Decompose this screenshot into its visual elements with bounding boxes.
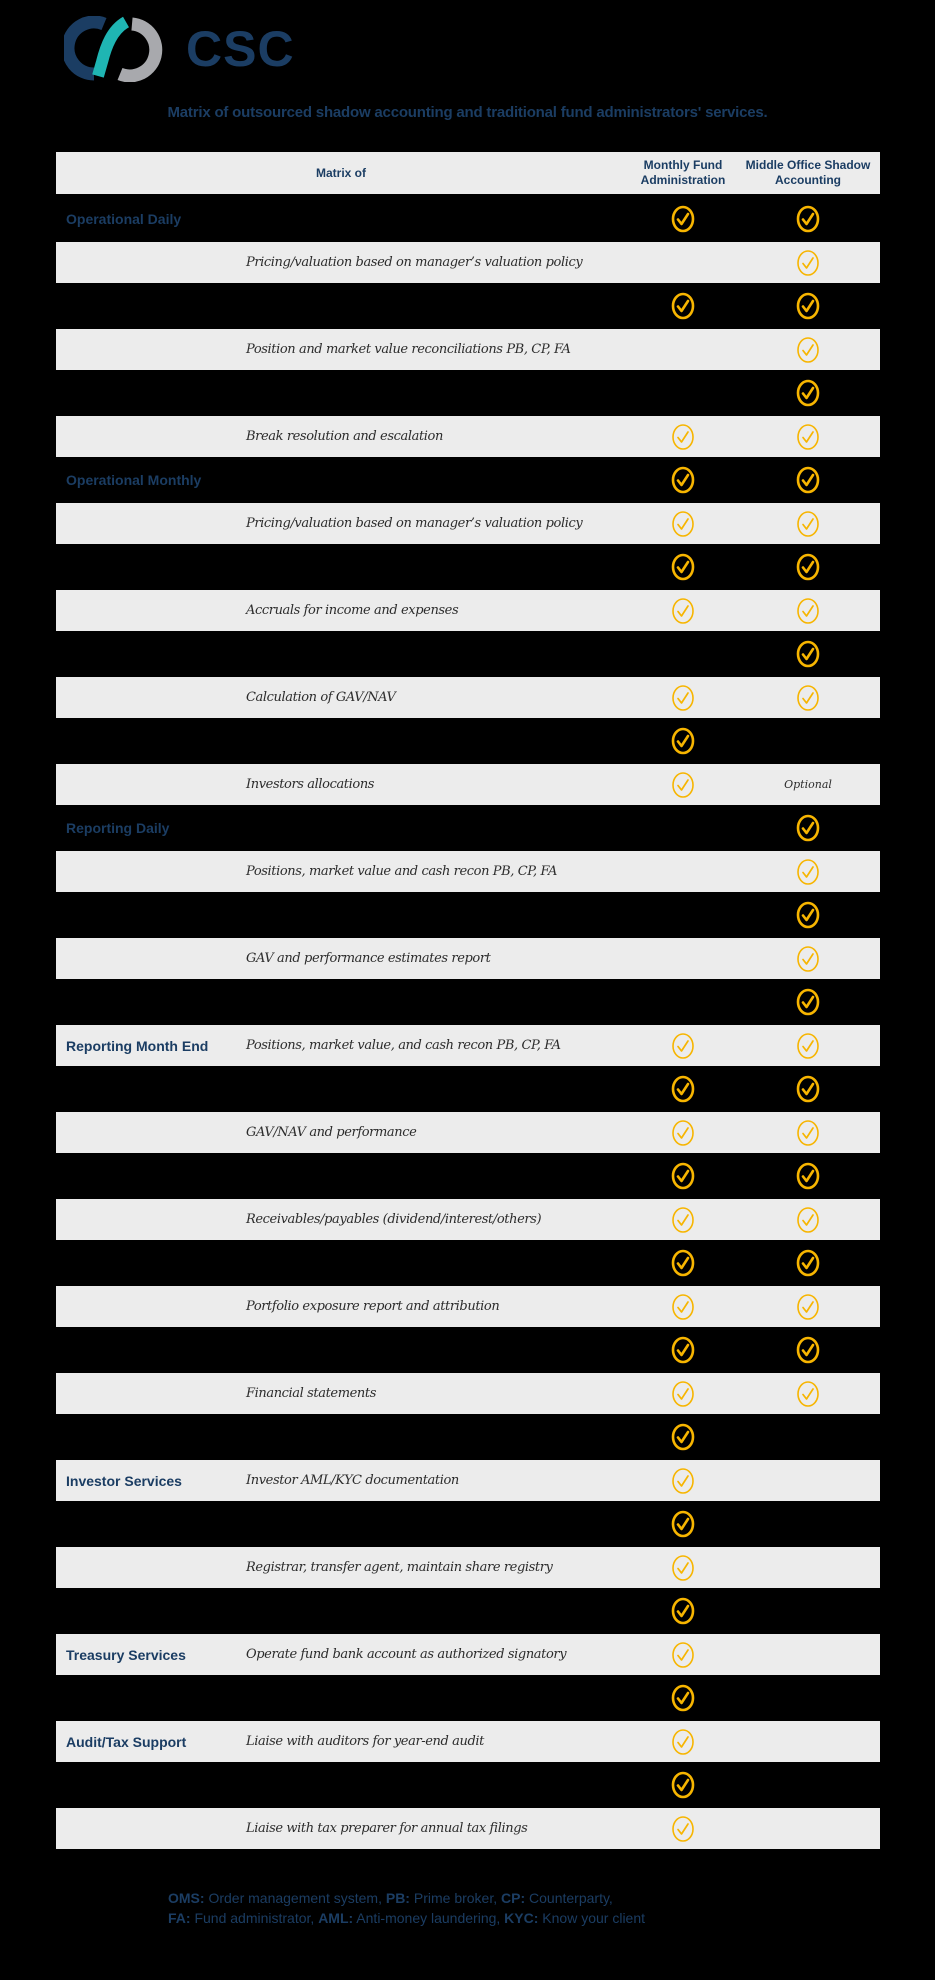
checkmark-circle-icon [663, 1327, 703, 1373]
table-row [56, 1066, 880, 1112]
checkmark-circle-icon [663, 1547, 703, 1588]
table-row [56, 590, 880, 631]
checkmark-circle-icon [788, 1112, 828, 1153]
checkmark-circle-icon [663, 1588, 703, 1634]
optional-label: Optional [784, 778, 832, 791]
header-matrix-of: Matrix of [315, 166, 366, 180]
row-service-label: GAV and performance estimates report [246, 951, 491, 966]
table-row [56, 242, 880, 283]
table-row [56, 457, 880, 503]
abbreviation-term: CP: [501, 1890, 526, 1906]
csc-logo [64, 16, 294, 82]
abbreviation-term: PB: [385, 1890, 410, 1906]
checkmark-circle-icon [663, 1153, 703, 1199]
checkmark-circle-icon [663, 1112, 703, 1153]
table-row [56, 1588, 880, 1634]
checkmark-circle-icon [663, 677, 703, 718]
table-row [56, 1112, 880, 1153]
checkmark-circle-icon [788, 283, 828, 329]
checkmark-circle-icon [788, 503, 828, 544]
checkmark-circle-icon [788, 851, 828, 892]
table-row [56, 938, 880, 979]
checkmark-circle-icon [788, 1199, 828, 1240]
header-middle-office-shadow-accounting: Middle Office Shadow Accounting [745, 158, 871, 187]
table-row [56, 1460, 880, 1501]
csc-logo-mark-icon [64, 16, 174, 82]
row-service-label: Pricing/valuation based on manager’s valuation policy [246, 516, 583, 531]
table-row [56, 677, 880, 718]
abbreviation-definition: Order management system, [204, 1890, 386, 1906]
table-row [56, 1025, 880, 1066]
checkmark-circle-icon [788, 677, 828, 718]
checkmark-circle-icon [663, 764, 703, 805]
table-row [56, 1721, 880, 1762]
abbreviation-term: AML: [318, 1910, 354, 1926]
checkmark-circle-icon [663, 1808, 703, 1849]
checkmark-circle-icon [663, 1762, 703, 1808]
checkmark-circle-icon [788, 544, 828, 590]
checkmark-circle-icon [788, 892, 828, 938]
checkmark-circle-icon [788, 1286, 828, 1327]
table-row [56, 1153, 880, 1199]
checkmark-circle-icon [788, 631, 828, 677]
checkmark-circle-icon [663, 1066, 703, 1112]
abbreviation-definition: Prime broker, [409, 1890, 502, 1906]
table-row [56, 1240, 880, 1286]
checkmark-circle-icon [788, 1025, 828, 1066]
row-service-label: Investors allocations [246, 777, 375, 792]
checkmark-circle-icon [663, 416, 703, 457]
checkmark-circle-icon [788, 416, 828, 457]
table-row [56, 764, 880, 805]
row-category-label: Reporting Month End [66, 1037, 209, 1054]
checkmark-circle-icon [788, 1373, 828, 1414]
row-category-label: Treasury Services [66, 1646, 186, 1663]
table-row [56, 631, 880, 677]
table-row [56, 979, 880, 1025]
table-row [56, 1762, 880, 1808]
row-service-label: Liaise with tax preparer for annual tax filings [246, 1821, 528, 1836]
table-row [56, 196, 880, 242]
checkmark-circle-icon [663, 1373, 703, 1414]
row-category-label: Audit/Tax Support [66, 1733, 187, 1750]
table-row [56, 544, 880, 590]
checkmark-circle-icon [788, 329, 828, 370]
page-title: Matrix of outsourced shadow accounting and traditional fund administrators' services. [167, 104, 768, 121]
row-service-label: Positions, market value and cash recon PB, CP, FA [246, 864, 557, 879]
checkmark-circle-icon [788, 1240, 828, 1286]
abbreviations-footnote [168, 1888, 645, 1928]
abbreviation-definition: Anti-money laundering, [353, 1910, 505, 1926]
row-service-label: GAV/NAV and performance [246, 1125, 417, 1140]
footnote-line [168, 1908, 645, 1928]
row-service-label: Operate fund bank account as authorized signatory [246, 1647, 567, 1662]
header-monthly-fund-administration: Monthly Fund Administration [640, 158, 726, 187]
abbreviation-term: OMS: [168, 1890, 205, 1906]
checkmark-circle-icon [663, 1721, 703, 1762]
row-service-label: Accruals for income and expenses [246, 603, 459, 618]
footnote-line [168, 1888, 645, 1908]
table-row [56, 718, 880, 764]
row-service-label: Investor AML/KYC documentation [246, 1473, 459, 1488]
row-service-label: Registrar, transfer agent, maintain share registry [246, 1560, 553, 1575]
checkmark-circle-icon [663, 1460, 703, 1501]
table-row [56, 1286, 880, 1327]
table-row [56, 851, 880, 892]
checkmark-circle-icon [788, 242, 828, 283]
row-service-label: Position and market value reconciliations PB, CP, FA [246, 342, 571, 357]
table-row [56, 1414, 880, 1460]
checkmark-circle-icon [663, 590, 703, 631]
checkmark-circle-icon [788, 805, 828, 851]
checkmark-circle-icon [663, 457, 703, 503]
row-service-label: Portfolio exposure report and attribution [246, 1299, 500, 1314]
row-service-label: Financial statements [246, 1386, 377, 1401]
checkmark-circle-icon [663, 1634, 703, 1675]
table-row [56, 1547, 880, 1588]
checkmark-circle-icon [788, 370, 828, 416]
checkmark-circle-icon [788, 196, 828, 242]
checkmark-circle-icon [788, 1066, 828, 1112]
checkmark-circle-icon [788, 979, 828, 1025]
row-category-label: Investor Services [66, 1472, 182, 1489]
table-row [56, 283, 880, 329]
row-service-label: Calculation of GAV/NAV [246, 690, 396, 705]
checkmark-circle-icon [788, 938, 828, 979]
abbreviation-term: FA: [168, 1910, 191, 1926]
table-header-row [56, 152, 880, 194]
checkmark-circle-icon [663, 1675, 703, 1721]
row-service-label: Liaise with auditors for year-end audit [246, 1734, 485, 1749]
checkmark-circle-icon [663, 503, 703, 544]
table-row [56, 805, 880, 851]
table-row [56, 329, 880, 370]
checkmark-circle-icon [663, 718, 703, 764]
checkmark-circle-icon [663, 1414, 703, 1460]
table-row [56, 370, 880, 416]
table-row [56, 1675, 880, 1721]
row-category-label: Operational Monthly [66, 472, 202, 488]
table-row [56, 1808, 880, 1849]
checkmark-circle-icon [663, 1025, 703, 1066]
checkmark-circle-icon [663, 1240, 703, 1286]
logo-wordmark: CSC [186, 21, 295, 77]
checkmark-circle-icon [788, 1327, 828, 1373]
table-row [56, 1501, 880, 1547]
checkmark-circle-icon [663, 1501, 703, 1547]
abbreviation-definition: Fund administrator, [190, 1910, 319, 1926]
checkmark-circle-icon [663, 1199, 703, 1240]
row-category-label: Operational Daily [66, 211, 182, 227]
checkmark-circle-icon [663, 1286, 703, 1327]
table-row [56, 416, 880, 457]
row-category-label: Reporting Daily [66, 820, 170, 836]
checkmark-circle-icon [788, 1153, 828, 1199]
checkmark-circle-icon [788, 590, 828, 631]
abbreviation-definition: Know your client [538, 1910, 646, 1926]
table-row [56, 1327, 880, 1373]
checkmark-circle-icon [663, 283, 703, 329]
checkmark-circle-icon [663, 196, 703, 242]
table-row [56, 1634, 880, 1675]
row-service-label: Pricing/valuation based on manager’s valuation policy [246, 255, 583, 270]
row-service-label: Receivables/payables (dividend/interest/others) [246, 1212, 542, 1227]
table-row [56, 503, 880, 544]
row-service-label: Positions, market value, and cash recon PB, CP, FA [246, 1038, 561, 1053]
table-row [56, 892, 880, 938]
abbreviation-definition: Counterparty, [525, 1890, 613, 1906]
row-service-label: Break resolution and escalation [246, 429, 443, 444]
checkmark-circle-icon [788, 457, 828, 503]
abbreviation-term: KYC: [504, 1910, 539, 1926]
table-row [56, 1199, 880, 1240]
checkmark-circle-icon [663, 544, 703, 590]
table-row [56, 1373, 880, 1414]
